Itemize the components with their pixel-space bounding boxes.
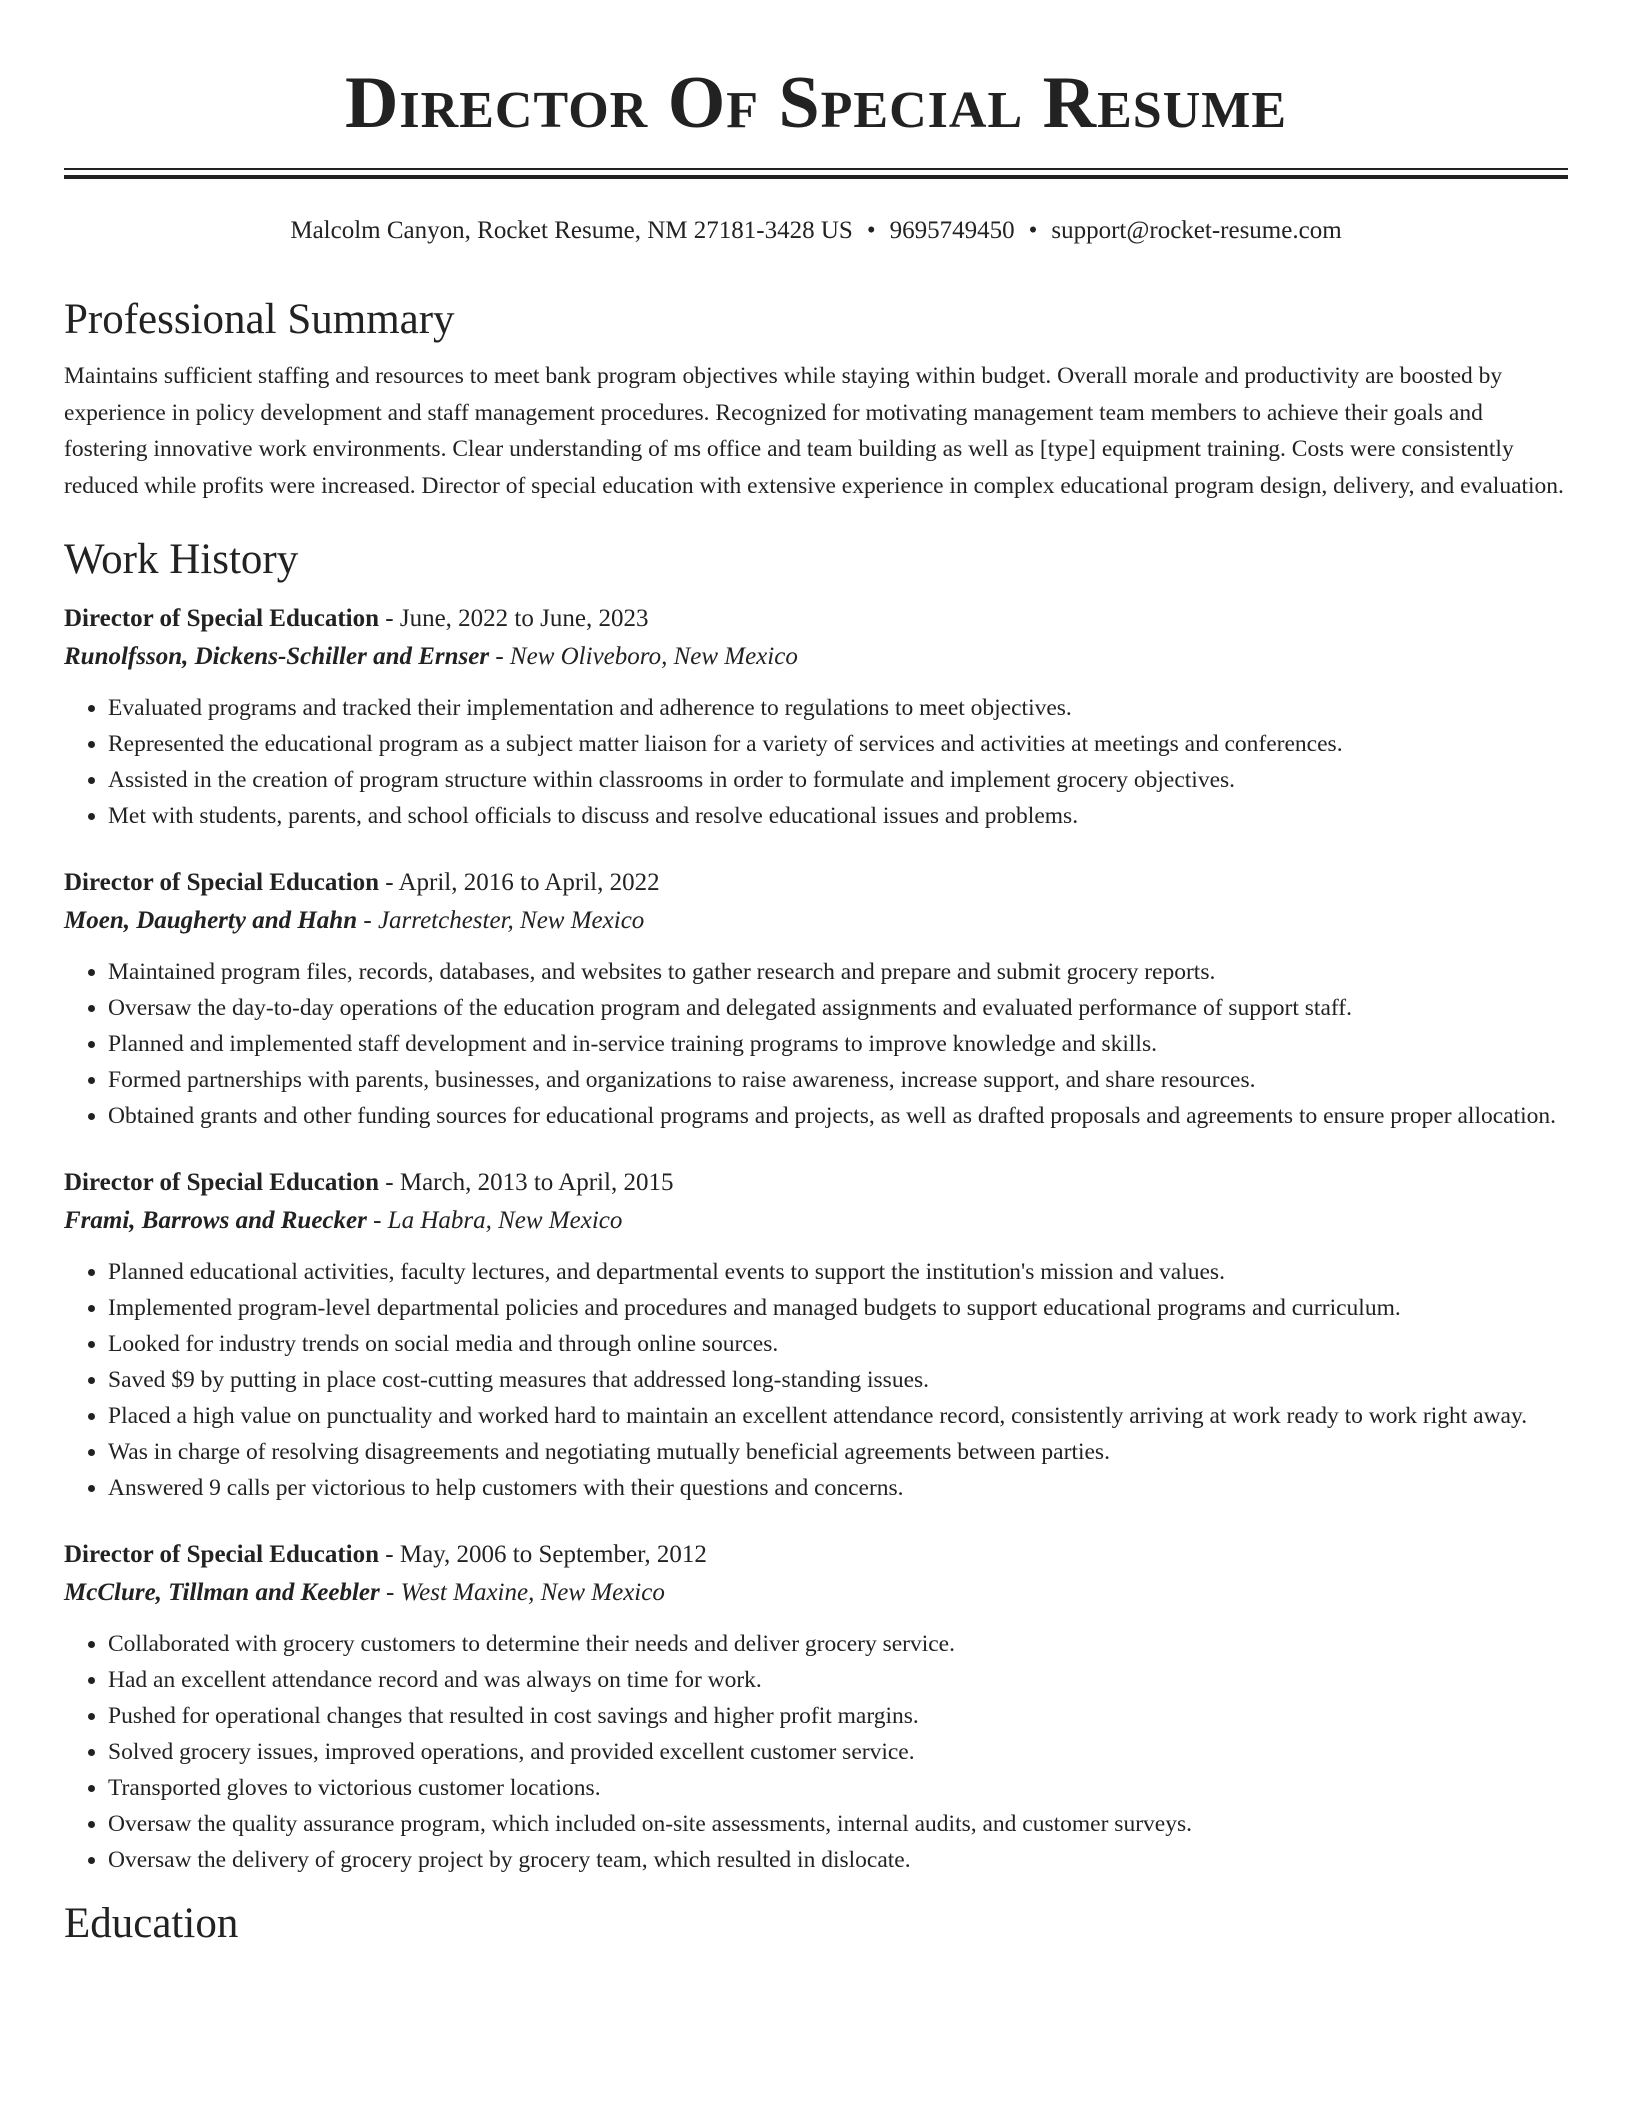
contact-email: support@rocket-resume.com	[1051, 217, 1342, 244]
job-bullet: • Met with students, parents, and school officials to discuss and resolve educational issues and problems.	[108, 798, 1568, 834]
contact-phone: 9695749450	[889, 217, 1015, 244]
job-title-line	[64, 600, 1568, 638]
job-entry	[64, 1536, 1568, 1878]
company-line	[64, 638, 1568, 676]
company-line	[64, 1574, 1568, 1612]
job-bullet: • Oversaw the quality assurance program, which included on-site assessments, internal audits, and customer surveys.	[108, 1806, 1568, 1842]
job-company: Moen, Daugherty and Hahn	[64, 907, 358, 934]
company-line	[64, 902, 1568, 940]
work-history-heading: Work History	[64, 536, 299, 583]
job-bullet: • Planned and implemented staff development and in-service training programs to improve knowledge and skills.	[108, 1026, 1568, 1062]
job-bullet: • Solved grocery issues, improved operations, and provided excellent customer service.	[108, 1734, 1568, 1770]
contact-separator: •	[866, 217, 876, 244]
job-bullet: • Maintained program files, records, databases, and websites to gather research and prepare and submit grocery reports.	[108, 954, 1568, 990]
job-bullets	[64, 1626, 1568, 1878]
job-role: Director of Special Education	[64, 605, 380, 632]
job-location: - Jarretchester, New Mexico	[357, 907, 645, 934]
job-title-line	[64, 1164, 1568, 1202]
job-bullet: • Oversaw the day-to-day operations of the education program and delegated assignments and evaluated performance of support staff.	[108, 990, 1568, 1026]
job-entry	[64, 864, 1568, 1134]
job-bullet: • Transported gloves to victorious customer locations.	[108, 1770, 1568, 1806]
job-bullet: • Placed a high value on punctuality and worked hard to maintain an excellent attendance record, consistently arriving at work ready to work right away.	[108, 1398, 1568, 1434]
job-bullet: • Obtained grants and other funding sources for educational programs and projects, as well as drafted proposals and agreements to ensure proper allocation.	[108, 1098, 1568, 1134]
job-entry	[64, 1164, 1568, 1506]
job-dates: - April, 2016 to April, 2022	[379, 869, 660, 896]
job-location: - West Maxine, New Mexico	[379, 1579, 665, 1606]
job-location: - New Oliveboro, New Mexico	[489, 643, 798, 670]
summary-text: Maintains sufficient staffing and resources to meet bank program objectives while staying within budget. Overall morale and productivity are boosted by experience in policy development and staff management procedures. Recognized for motivating management team members to achieve their goals and fostering innovative work environments. Clear understanding of ms office and team building as well as [type] equipment training. Costs were consistently reduced while profits were increased. Director of special education with extensive experience in complex educational program design, delivery, and evaluation.	[64, 363, 1564, 499]
job-bullet: • Saved $9 by putting in place cost-cutting measures that addressed long-standing issues.	[108, 1362, 1568, 1398]
job-bullet: • Pushed for operational changes that resulted in cost savings and higher profit margins.	[108, 1698, 1568, 1734]
job-bullets	[64, 954, 1568, 1134]
work-history-section	[64, 530, 1568, 1878]
job-location: - La Habra, New Mexico	[366, 1207, 623, 1234]
education-section	[64, 1894, 1568, 1954]
resume-content	[64, 290, 1568, 1954]
job-title-line	[64, 864, 1568, 902]
job-bullet: • Implemented program-level departmental policies and procedures and managed budgets to support educational programs and curriculum.	[108, 1290, 1568, 1326]
job-bullet: • Represented the educational program as a subject matter liaison for a variety of services and activities at meetings and conferences.	[108, 726, 1568, 762]
job-bullet: • Had an excellent attendance record and was always on time for work.	[108, 1662, 1568, 1698]
job-bullet: • Formed partnerships with parents, businesses, and organizations to raise awareness, increase support, and share resources.	[108, 1062, 1568, 1098]
job-bullet: • Was in charge of resolving disagreements and negotiating mutually beneficial agreements between parties.	[108, 1434, 1568, 1470]
job-bullet: • Collaborated with grocery customers to determine their needs and deliver grocery service.	[108, 1626, 1568, 1662]
job-list	[64, 600, 1568, 1878]
title-rule-thin	[64, 168, 1568, 170]
job-bullet: • Assisted in the creation of program structure within classrooms in order to formulate and implement grocery objectives.	[108, 762, 1568, 798]
job-title-line	[64, 1536, 1568, 1574]
job-dates: - March, 2013 to April, 2015	[379, 1169, 674, 1196]
job-company: Runolfsson, Dickens-Schiller and Ernser	[64, 643, 490, 670]
job-bullet: • Answered 9 calls per victorious to help customers with their questions and concerns.	[108, 1470, 1568, 1506]
job-company: McClure, Tillman and Keebler	[64, 1579, 380, 1606]
contact-separator: •	[1028, 217, 1038, 244]
job-bullets	[64, 1254, 1568, 1506]
contact-address: Malcolm Canyon, Rocket Resume, NM 27181-3428 US	[290, 217, 853, 244]
job-dates: - June, 2022 to June, 2023	[379, 605, 649, 632]
job-bullet: • Oversaw the delivery of grocery project by grocery team, which resulted in dislocate.	[108, 1842, 1568, 1878]
job-role: Director of Special Education	[64, 1541, 380, 1568]
job-bullets	[64, 690, 1568, 834]
summary-section	[64, 290, 1568, 504]
summary-heading: Professional Summary	[64, 296, 455, 343]
job-bullet: • Planned educational activities, faculty lectures, and departmental events to support the institution's mission and values.	[108, 1254, 1568, 1290]
job-role: Director of Special Education	[64, 1169, 380, 1196]
resume-title: Director Of Special Resume	[344, 62, 1288, 144]
job-role: Director of Special Education	[64, 869, 380, 896]
job-bullet: • Evaluated programs and tracked their implementation and adherence to regulations to meet objectives.	[108, 690, 1568, 726]
education-heading: Education	[64, 1900, 239, 1947]
job-entry	[64, 600, 1568, 834]
company-line	[64, 1202, 1568, 1240]
contact-line	[0, 214, 1632, 248]
job-company: Frami, Barrows and Ruecker	[64, 1207, 367, 1234]
job-bullet: • Looked for industry trends on social media and through online sources.	[108, 1326, 1568, 1362]
job-dates: - May, 2006 to September, 2012	[379, 1541, 707, 1568]
title-rule-thick	[64, 175, 1568, 179]
